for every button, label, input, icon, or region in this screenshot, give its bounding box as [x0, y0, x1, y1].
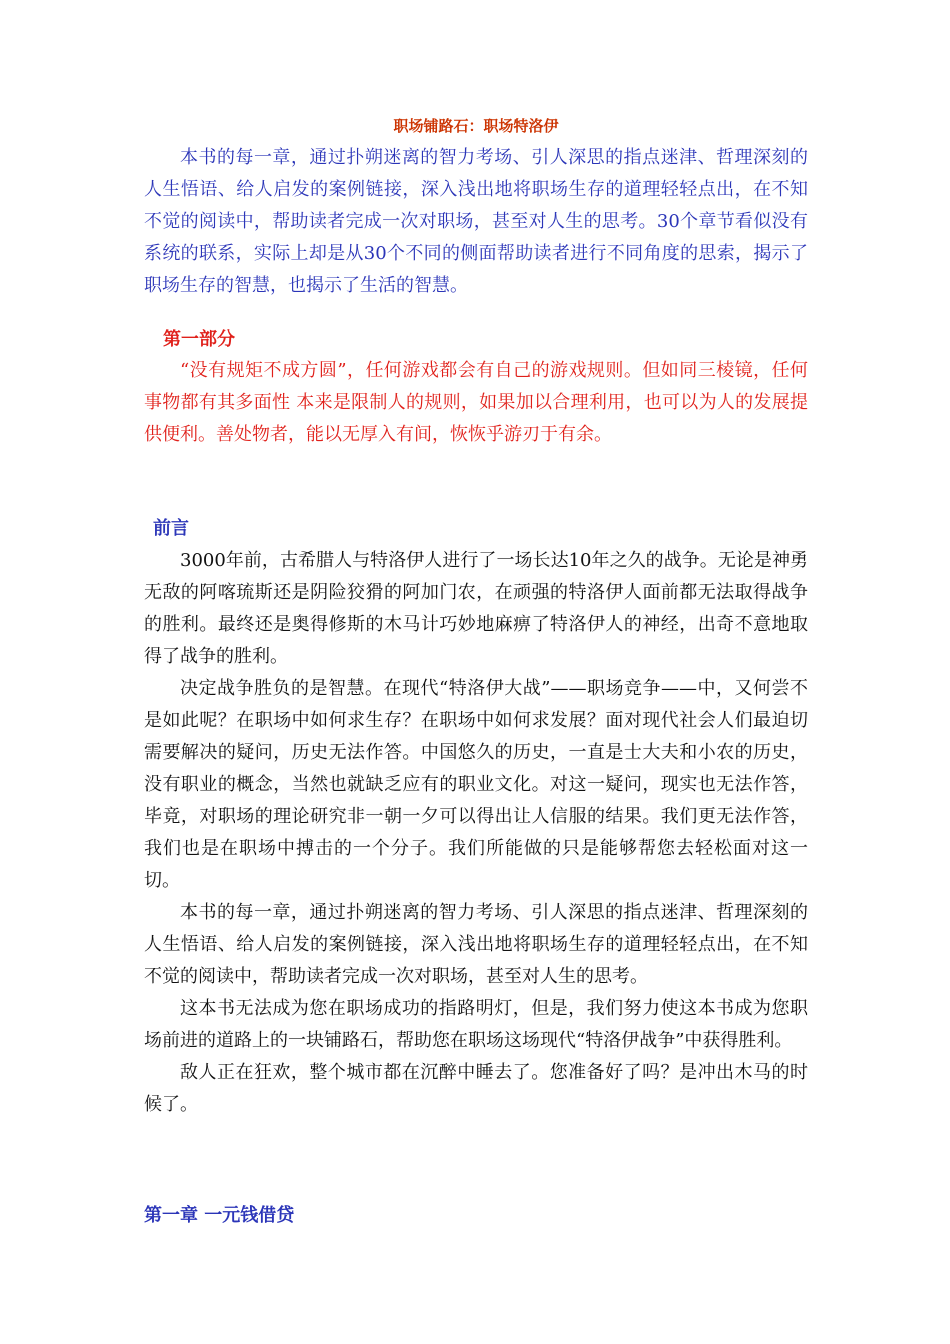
preface-paragraph: 3000年前，古希腊人与特洛伊人进行了一场长达10年之久的战争。无论是神勇无敌的阿喀琉斯还是阴险狡猾的阿加门农，在顽强的特洛伊人面前都无法取得战争的胜利。最终还是奥得修斯的木马计巧妙地麻痹了特洛伊人的神经，出奇不意地取得了战争的胜利。 [144, 550, 808, 667]
preface-heading: 前言 [153, 518, 189, 539]
preface-paragraph: 决定战争胜负的是智慧。在现代“特洛伊大战”——职场竞争——中，又何尝不是如此呢？在职场中如何求生存？在职场中如何求发展？面对现代社会人们最迫切需要解决的疑问，历史无法作答。中国悠久的历史，一直是士大夫和小农的历史，没有职业的概念，当然也就缺乏应有的职业文化。对这一疑问，现实也无法作答，毕竟，对职场的理论研究非一朝一夕可以得出让人信服的结果。我们更无法作答，我们也是在职场中搏击的一个分子。我们所能做的只是能够帮您去轻松面对这一切。 [144, 678, 808, 891]
part-paragraph: “没有规矩不成方圆”，任何游戏都会有自己的游戏规则。但如同三棱镜，任何事物都有其多面性 本来是限制人的规则，如果加以合理利用，也可以为人的发展提供便利。善处物者，能以无厚入有间，恢恢乎游刃于有余。 [144, 360, 808, 445]
preface-paragraph: 敌人正在狂欢，整个城市都在沉醉中睡去了。您准备好了吗？是冲出木马的时候了。 [144, 1062, 808, 1115]
document-title: 职场铺路石：职场特洛伊 [393, 117, 559, 135]
intro-paragraph-block [144, 142, 808, 302]
part-heading: 第一部分 [163, 329, 235, 350]
intro-paragraph: 本书的每一章，通过扑朔迷离的智力考场、引人深思的指点迷津、哲理深刻的人生悟语、给人启发的案例链接，深入浅出地将职场生存的道理轻轻点出，在不知不觉的阅读中，帮助读者完成一次对职场，甚至对人生的思考。30个章节看似没有系统的联系，实际上却是从30个不同的侧面帮助读者进行不同角度的思索，揭示了职场生存的智慧，也揭示了生活的智慧。 [144, 147, 808, 296]
preface-paragraph: 本书的每一章，通过扑朔迷离的智力考场、引人深思的指点迷津、哲理深刻的人生悟语、给人启发的案例链接，深入浅出地将职场生存的道理轻轻点出，在不知不觉的阅读中，帮助读者完成一次对职场，甚至对人生的思考。 [144, 902, 808, 987]
preface-paragraph: 这本书无法成为您在职场成功的指路明灯，但是，我们努力使这本书成为您职场前进的道路上的一块铺路石，帮助您在职场这场现代“特洛伊战争”中获得胜利。 [144, 998, 808, 1051]
preface-body [144, 545, 808, 1121]
chapter-heading: 第一章 一元钱借贷 [144, 1205, 295, 1226]
part-text-block [144, 355, 808, 451]
